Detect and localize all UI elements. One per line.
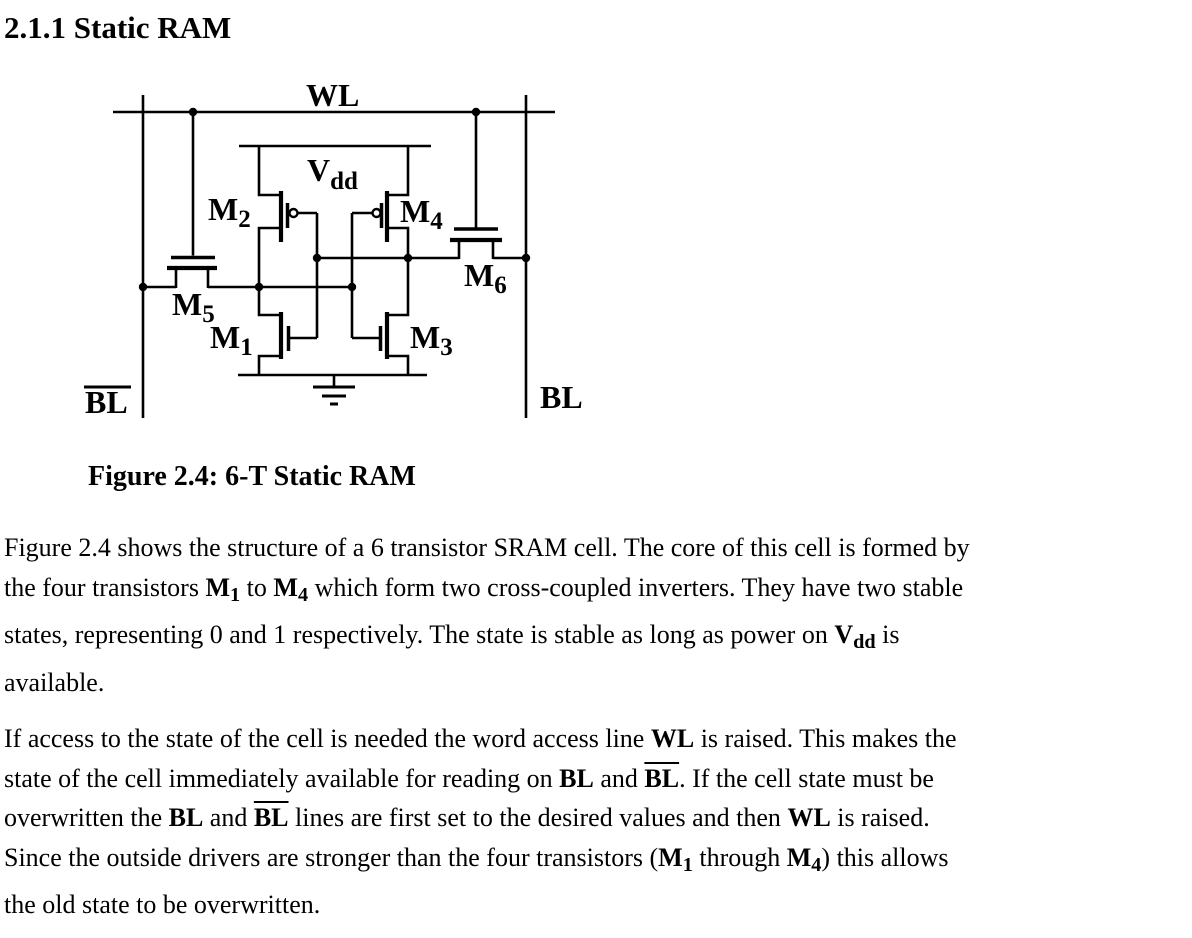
junction-dot xyxy=(348,283,356,291)
wl-label: WL xyxy=(306,77,360,113)
m4-label-base: M xyxy=(400,193,431,229)
section-heading: 2.1.1 Static RAM xyxy=(4,10,232,45)
text-run: states, representing 0 and 1 respectively. The state is stable as long as power on xyxy=(4,620,835,650)
body-paragraph-1 xyxy=(4,528,1192,702)
m3-label-sub: 3 xyxy=(440,334,453,361)
text-run: and xyxy=(593,763,645,793)
bold-term: BL xyxy=(559,763,594,793)
text-run: the old state to be overwritten. xyxy=(4,890,321,920)
text-line xyxy=(4,663,1192,703)
text-run: overwritten the xyxy=(4,803,169,832)
m2-label xyxy=(208,191,251,233)
text-run: is raised. xyxy=(830,803,930,832)
junction-dot xyxy=(313,254,321,262)
text-run: Figure 2.4 shows the structure of a 6 transistor SRAM cell. The core of this cell is formed by xyxy=(4,533,970,562)
text-run: Since the outside drivers are stronger than the four transistors ( xyxy=(4,842,659,872)
bold-term: M xyxy=(273,572,298,602)
m5-label xyxy=(172,286,215,328)
body-paragraph-2 xyxy=(4,719,1192,925)
text-line xyxy=(4,885,1192,925)
text-run: the four transistors xyxy=(4,572,206,602)
m4-m3-drain-wire xyxy=(386,228,408,315)
m2-label-base: M xyxy=(208,191,239,227)
m4-label-sub: 4 xyxy=(430,208,443,235)
m6-label-base: M xyxy=(464,257,495,293)
text-run: If access to the state of the cell is needed the word access line xyxy=(4,724,651,753)
m1-source-wire xyxy=(259,356,282,375)
m5-label-sub: 5 xyxy=(202,301,215,328)
bold-term: WL xyxy=(787,803,831,832)
text-line xyxy=(4,568,1192,616)
bold-subscript: dd xyxy=(853,631,876,654)
m6-label-sub: 6 xyxy=(494,272,507,299)
text-run: is xyxy=(875,620,900,650)
text-line xyxy=(4,528,1192,568)
bold-subscript: 4 xyxy=(811,853,822,876)
m3-source-wire xyxy=(386,356,408,375)
m4-source-wire xyxy=(386,146,408,195)
text-run: and xyxy=(203,803,254,832)
bold-subscript: 1 xyxy=(230,583,241,606)
text-line xyxy=(4,798,1192,838)
m2-source-wire xyxy=(259,146,282,195)
vdd-label-base: V xyxy=(307,152,331,188)
vdd-label xyxy=(307,152,358,195)
m1-label-sub: 1 xyxy=(240,334,253,361)
m2-label-sub: 2 xyxy=(238,206,251,233)
m5-label-base: M xyxy=(172,286,203,322)
text-line xyxy=(4,719,1192,759)
sram-circuit-diagram xyxy=(0,0,620,440)
text-run: lines are first set to the desired values and then xyxy=(288,803,788,832)
junction-dot xyxy=(189,108,197,116)
m3-label-base: M xyxy=(410,319,441,355)
text-run: ) this allows xyxy=(821,842,949,872)
junction-dot xyxy=(139,283,147,291)
text-run: . If the cell state must be xyxy=(679,763,934,793)
junction-dot xyxy=(404,254,412,262)
circuit-labels xyxy=(85,77,583,420)
bold-term: M xyxy=(658,842,683,872)
m2-m1-drain-wire xyxy=(259,228,282,315)
bold-term: M xyxy=(205,572,231,602)
bold-term: V xyxy=(834,620,854,650)
m3-label xyxy=(410,319,453,361)
bl-bar-label: BL xyxy=(85,384,128,420)
bl-label: BL xyxy=(540,379,583,415)
junction-dot xyxy=(255,283,263,291)
figure-caption: Figure 2.4: 6-T Static RAM xyxy=(88,461,416,492)
text-run: state of the cell immediately available for reading on xyxy=(4,763,560,793)
text-run: which form two cross-coupled inverters. They have two stable xyxy=(308,572,964,602)
text-run: available. xyxy=(4,667,105,697)
bold-subscript: 1 xyxy=(682,853,693,876)
bold-subscript: 4 xyxy=(297,583,309,606)
bold-term: WL xyxy=(650,724,695,753)
text-line xyxy=(4,759,1192,799)
m2-pmos-bubble xyxy=(290,209,298,217)
bold-overline-term: $\overline{BL}$ xyxy=(644,763,680,793)
text-run: through xyxy=(692,842,787,872)
text-line xyxy=(4,615,1192,663)
bold-overline-term: $\overline{BL}$ xyxy=(253,803,289,832)
text-run: to xyxy=(240,572,274,602)
text-line xyxy=(4,838,1192,886)
vdd-label-sub: dd xyxy=(330,168,358,195)
text-run: is raised. This makes the xyxy=(694,724,957,753)
bold-term: BL xyxy=(168,803,204,832)
m4-label xyxy=(400,193,443,235)
m1-label-base: M xyxy=(210,319,241,355)
junction-dot xyxy=(472,108,480,116)
m4-pmos-bubble xyxy=(373,209,381,217)
m6-label xyxy=(464,257,507,299)
bold-term: M xyxy=(786,842,812,872)
m1-label xyxy=(210,319,253,361)
junction-dot xyxy=(522,254,530,262)
